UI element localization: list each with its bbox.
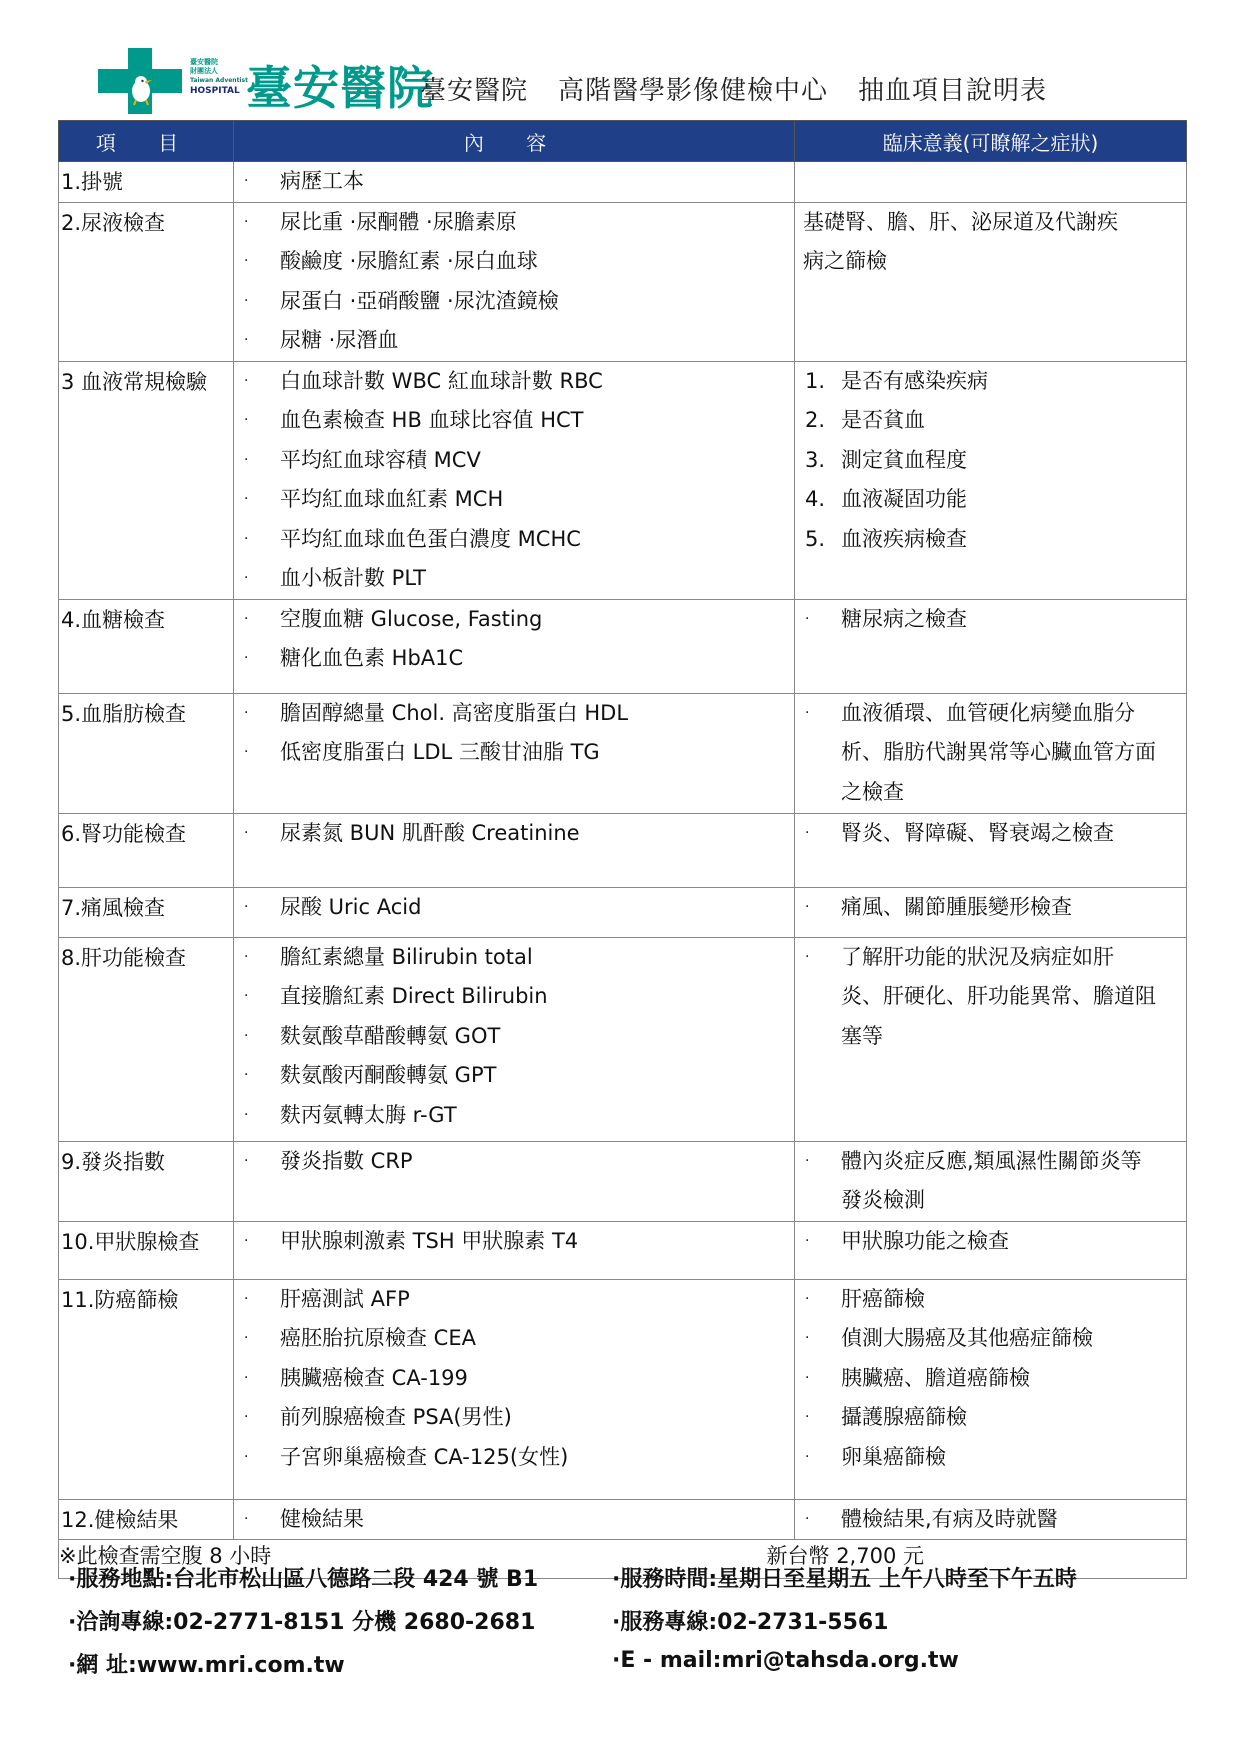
- content-line: [234, 1359, 794, 1399]
- content-text: 膽紅素總量 Bilirubin total: [280, 944, 533, 969]
- content-text: 血色素檢查 HB 血球比容值 HCT: [280, 408, 584, 432]
- content-text: 健檢結果: [280, 1506, 364, 1531]
- meaning-text: 血液疾病檢查: [841, 526, 967, 551]
- content-line: [234, 1398, 794, 1438]
- title-part: 臺安醫院: [420, 76, 529, 106]
- content-line: [234, 362, 794, 402]
- bullet-icon: ·: [244, 253, 249, 269]
- page-title: [420, 70, 1077, 107]
- table-row: [59, 887, 1187, 937]
- service-phone: ·服務專線:02-2731-5561: [612, 1610, 889, 1635]
- meaning-line: [795, 694, 1186, 734]
- content-text: 病歷工本: [280, 169, 364, 193]
- meaning-text: 甲狀腺功能之檢查: [841, 1228, 1009, 1253]
- logo-small-hosp: HOSPITAL: [190, 86, 240, 96]
- bullet-icon: ·: [244, 898, 249, 915]
- row-content: [234, 361, 795, 599]
- content-text: 子宮卵巢癌檢查 CA-125(女性): [280, 1444, 569, 1469]
- address: ·服務地點:台北市松山區八德路二段 424 號 B1: [68, 1567, 539, 1592]
- bullet-icon: ·: [244, 173, 249, 189]
- row-item: 12.健檢結果: [59, 1499, 234, 1540]
- content-text: 低密度脂蛋白 LDL 三酸甘油脂 TG: [280, 740, 600, 764]
- meaning-text: 肝癌篩檢: [841, 1286, 925, 1311]
- row-item: 6.腎功能檢查: [59, 813, 234, 887]
- meaning-text: 血液凝固功能: [841, 487, 967, 511]
- meaning-text: 胰臟癌、膽道癌篩檢: [841, 1365, 1030, 1390]
- header-content: 內 容: [234, 121, 795, 162]
- row-content: [234, 1279, 795, 1499]
- meaning-text: 析、脂肪代謝異常等心臟血管方面: [841, 740, 1156, 764]
- bullet-icon: ·: [805, 1330, 810, 1346]
- fasting-note: ※此檢查需空腹 8 小時: [59, 1544, 272, 1568]
- row-meaning: [795, 162, 1187, 203]
- website[interactable]: ·網 址:www.mri.com.tw: [68, 1653, 345, 1678]
- content-text: 尿素氮 BUN 肌酐酸 Creatinine: [280, 820, 580, 845]
- content-line: [234, 814, 794, 854]
- row-content: [234, 937, 795, 1141]
- content-text: 白血球計數 WBC 紅血球計數 RBC: [280, 368, 603, 393]
- content-text: 肝癌測試 AFP: [280, 1286, 410, 1311]
- meaning-line: [795, 773, 1186, 813]
- meaning-line: [795, 1222, 1186, 1262]
- meaning-line: [795, 977, 1186, 1017]
- meaning-text: 痛風、關節腫脹變形檢查: [841, 894, 1072, 919]
- meaning-text: 糖尿病之檢查: [841, 606, 967, 631]
- row-meaning: [795, 202, 1187, 361]
- bullet-icon: ·: [805, 1510, 810, 1527]
- bullet-icon: ·: [244, 650, 249, 666]
- content-line: [234, 1500, 794, 1540]
- row-meaning: [795, 1499, 1187, 1540]
- bullet-icon: ·: [244, 1369, 249, 1386]
- row-meaning: [795, 1279, 1187, 1499]
- content-text: 空腹血糖 Glucose, Fasting: [280, 606, 543, 631]
- content-text: 癌胚胎抗原檢查 CEA: [280, 1326, 476, 1350]
- row-item: 1.掛號: [59, 162, 234, 203]
- meaning-line: [795, 814, 1186, 854]
- row-content: [234, 202, 795, 361]
- meaning-number: 3.: [805, 447, 826, 472]
- content-text: 麩丙氨轉太脢 r-GT: [280, 1102, 457, 1127]
- content-text: 麩氨酸草醋酸轉氨 GOT: [280, 1023, 501, 1048]
- meaning-line: [795, 888, 1186, 928]
- content-text: 平均紅血球血色蛋白濃度 MCHC: [280, 526, 581, 551]
- content-line: [234, 1017, 794, 1057]
- table-row: [59, 599, 1187, 693]
- content-line: [234, 321, 794, 361]
- header-meaning: 臨床意義(可瞭解之症狀): [795, 121, 1187, 162]
- content-line: [234, 1438, 794, 1478]
- meaning-line: [795, 242, 1186, 282]
- table-body: [59, 162, 1187, 1579]
- row-content: [234, 1141, 795, 1221]
- bullet-icon: ·: [244, 610, 249, 627]
- content-line: [234, 1142, 794, 1182]
- logo-small-en: Taiwan Adventist: [190, 77, 248, 84]
- content-text: 前列腺癌檢查 PSA(男性): [280, 1405, 512, 1429]
- content-line: [234, 977, 794, 1017]
- meaning-text: 腎炎、腎障礙、腎衰竭之檢查: [841, 820, 1114, 845]
- meaning-text: 卵巢癌篩檢: [841, 1444, 946, 1469]
- row-content: [234, 1499, 795, 1540]
- meaning-line: [795, 733, 1186, 773]
- bullet-icon: ·: [805, 1369, 810, 1386]
- content-line: [234, 1056, 794, 1096]
- content-line: [234, 401, 794, 441]
- content-line: [234, 1222, 794, 1262]
- meaning-text: 了解肝功能的狀況及病症如肝: [841, 944, 1114, 969]
- bullet-icon: ·: [244, 451, 249, 468]
- table-row: [59, 1279, 1187, 1499]
- bullet-icon: ·: [805, 1448, 810, 1465]
- row-item: 8.肝功能檢查: [59, 937, 234, 1141]
- meaning-text: 發炎檢測: [841, 1188, 925, 1212]
- content-line: [234, 733, 794, 773]
- row-meaning: [795, 1221, 1187, 1279]
- bullet-icon: ·: [244, 1330, 249, 1346]
- content-text: 麩氨酸丙酮酸轉氨 GPT: [280, 1063, 497, 1087]
- row-content: [234, 162, 795, 203]
- bullet-icon: ·: [805, 1409, 810, 1425]
- meaning-text: 體檢結果,有病及時就醫: [841, 1506, 1058, 1531]
- row-item: 10.甲狀腺檢查: [59, 1221, 234, 1279]
- content-line: [234, 559, 794, 599]
- price: 新台幣 2,700 元: [766, 1544, 924, 1568]
- content-text: 胰臟癌檢查 CA-199: [280, 1365, 468, 1390]
- row-content: [234, 693, 795, 813]
- table-row: [59, 693, 1187, 813]
- meaning-text: 測定貧血程度: [841, 447, 967, 472]
- service-hours: ·服務時間:星期日至星期五 上午八時至下午五時: [612, 1567, 1077, 1592]
- bullet-icon: ·: [244, 1067, 249, 1083]
- header: [98, 48, 1158, 114]
- row-item: 5.血脂肪檢查: [59, 693, 234, 813]
- content-text: 膽固醇總量 Chol. 高密度脂蛋白 HDL: [280, 700, 629, 725]
- meaning-number: 5.: [805, 526, 826, 551]
- bullet-icon: ·: [805, 898, 810, 915]
- bullet-icon: ·: [244, 1152, 249, 1169]
- row-item: 7.痛風檢查: [59, 887, 234, 937]
- meaning-line: [795, 1017, 1186, 1057]
- content-line: [234, 1319, 794, 1359]
- content-line: [234, 938, 794, 978]
- meaning-number: 1.: [805, 368, 826, 393]
- bullet-icon: ·: [244, 1232, 249, 1249]
- table-row: [59, 1499, 1187, 1540]
- meaning-line: [795, 1181, 1186, 1221]
- bullet-icon: ·: [244, 292, 249, 309]
- table-row: [59, 361, 1187, 599]
- content-line: [234, 639, 794, 679]
- table-row: [59, 202, 1187, 361]
- meaning-line: [795, 1438, 1186, 1478]
- meaning-text: 體內炎症反應,類風濕性關節炎等: [841, 1148, 1142, 1173]
- bullet-icon: ·: [244, 1409, 249, 1425]
- content-text: 尿糖 ·尿潛血: [280, 328, 399, 352]
- content-line: [234, 888, 794, 928]
- row-meaning: [795, 813, 1187, 887]
- content-line: [234, 1280, 794, 1320]
- content-text: 平均紅血球容積 MCV: [280, 447, 481, 472]
- meaning-line: [795, 1500, 1186, 1540]
- content-text: 血小板計數 PLT: [280, 566, 426, 590]
- meaning-text: 病之篩檢: [803, 249, 887, 273]
- bullet-icon: ·: [244, 1290, 249, 1307]
- hospital-logo: [98, 48, 434, 115]
- meaning-text: 攝護腺癌篩檢: [841, 1405, 967, 1429]
- meaning-number: 4.: [805, 487, 826, 511]
- bullet-icon: ·: [805, 948, 810, 965]
- meaning-line: [795, 362, 1186, 402]
- content-line: [234, 441, 794, 481]
- bullet-icon: ·: [244, 1106, 249, 1123]
- row-item: 2.尿液檢查: [59, 202, 234, 361]
- meaning-number: 2.: [805, 408, 826, 432]
- header-item: 項 目: [59, 121, 234, 162]
- row-item: 9.發炎指數: [59, 1141, 234, 1221]
- bullet-icon: ·: [244, 744, 249, 760]
- bullet-icon: ·: [244, 530, 249, 547]
- bullet-icon: ·: [244, 824, 249, 841]
- meaning-text: 塞等: [841, 1023, 883, 1048]
- blood-test-table: [58, 120, 1187, 1579]
- content-text: 尿酸 Uric Acid: [280, 894, 422, 919]
- meaning-line: [795, 1280, 1186, 1320]
- meaning-line: [795, 1398, 1186, 1438]
- bullet-icon: ·: [244, 491, 249, 507]
- row-meaning: [795, 361, 1187, 599]
- meaning-text: 是否有感染疾病: [841, 368, 988, 393]
- meaning-line: [795, 600, 1186, 640]
- table-row: [59, 813, 1187, 887]
- row-item: 11.防癌篩檢: [59, 1279, 234, 1499]
- table-row: [59, 1141, 1187, 1221]
- row-item: 4.血糖檢查: [59, 599, 234, 693]
- meaning-text: 是否貧血: [841, 408, 925, 432]
- meaning-line: [795, 203, 1186, 243]
- meaning-line: [795, 1319, 1186, 1359]
- table-row: [59, 1221, 1187, 1279]
- bullet-icon: ·: [244, 372, 249, 389]
- meaning-text: 炎、肝硬化、肝功能異常、膽道阻: [841, 984, 1156, 1008]
- row-meaning: [795, 887, 1187, 937]
- row-item: 3 血液常規檢驗: [59, 361, 234, 599]
- row-content: [234, 1221, 795, 1279]
- bird-icon: [124, 72, 158, 106]
- bullet-icon: ·: [805, 824, 810, 841]
- logo-small-1: 臺安醫院: [190, 58, 218, 66]
- content-text: 尿蛋白 ·亞硝酸鹽 ·尿沈渣鏡檢: [280, 288, 559, 313]
- meaning-text: 基礎腎、膽、肝、泌尿道及代謝疾: [803, 209, 1118, 234]
- content-text: 發炎指數 CRP: [280, 1148, 413, 1173]
- bullet-icon: ·: [244, 988, 249, 1004]
- content-line: [234, 694, 794, 734]
- content-text: 平均紅血球血紅素 MCH: [280, 487, 504, 511]
- meaning-line: [795, 1142, 1186, 1182]
- bullet-icon: ·: [805, 1232, 810, 1249]
- bullet-icon: ·: [244, 704, 249, 721]
- meaning-line: [795, 401, 1186, 441]
- bullet-icon: ·: [244, 1027, 249, 1044]
- bullet-icon: ·: [244, 1448, 249, 1465]
- content-line: [234, 242, 794, 282]
- meaning-line: [795, 938, 1186, 978]
- meaning-line: [795, 520, 1186, 560]
- logo-small-2: 財團法人: [190, 67, 218, 75]
- meaning-line: [795, 480, 1186, 520]
- bullet-icon: ·: [805, 704, 810, 721]
- inquiry-phone: ·洽詢專線:02-2771-8151 分機 2680-2681: [68, 1610, 536, 1635]
- row-meaning: [795, 937, 1187, 1141]
- bullet-icon: ·: [805, 1290, 810, 1307]
- title-part: 高階醫學影像健檢中心: [558, 76, 829, 106]
- row-meaning: [795, 693, 1187, 813]
- content-text: 酸鹼度 ·尿膽紅素 ·尿白血球: [280, 249, 538, 273]
- table-row: [59, 937, 1187, 1141]
- content-line: [234, 1096, 794, 1136]
- row-meaning: [795, 1141, 1187, 1221]
- meaning-line: [795, 1359, 1186, 1399]
- table-row: [59, 162, 1187, 203]
- row-meaning: [795, 599, 1187, 693]
- content-text: 甲狀腺刺激素 TSH 甲狀腺素 T4: [280, 1228, 579, 1253]
- bullet-icon: ·: [244, 412, 249, 428]
- meaning-line: [795, 441, 1186, 481]
- row-content: [234, 887, 795, 937]
- logo-name: 臺安醫院: [246, 61, 434, 115]
- content-line: [234, 282, 794, 322]
- bullet-icon: ·: [244, 948, 249, 965]
- title-part: 抽血項目說明表: [858, 76, 1048, 106]
- content-text: 尿比重 ·尿酮體 ·尿膽素原: [280, 209, 517, 234]
- content-line: [234, 600, 794, 640]
- content-line: [234, 203, 794, 243]
- bullet-icon: ·: [244, 570, 249, 586]
- content-text: 糖化血色素 HbA1C: [280, 646, 464, 670]
- content-line: [234, 162, 794, 202]
- email[interactable]: ·E - mail:mri@tahsda.org.tw: [612, 1648, 959, 1673]
- meaning-text: 之檢查: [841, 779, 904, 804]
- bullet-icon: ·: [805, 610, 810, 627]
- bullet-icon: ·: [244, 1510, 249, 1527]
- bullet-icon: ·: [805, 1152, 810, 1169]
- meaning-text: 偵測大腸癌及其他癌症篩檢: [841, 1326, 1093, 1350]
- meaning-text: 血液循環、血管硬化病變血脂分: [841, 700, 1135, 725]
- bullet-icon: ·: [244, 332, 249, 348]
- content-line: [234, 480, 794, 520]
- row-content: [234, 599, 795, 693]
- content-line: [234, 520, 794, 560]
- row-content: [234, 813, 795, 887]
- table-header-row: [59, 121, 1187, 162]
- content-text: 直接膽紅素 Direct Bilirubin: [280, 984, 548, 1008]
- bullet-icon: ·: [244, 213, 249, 230]
